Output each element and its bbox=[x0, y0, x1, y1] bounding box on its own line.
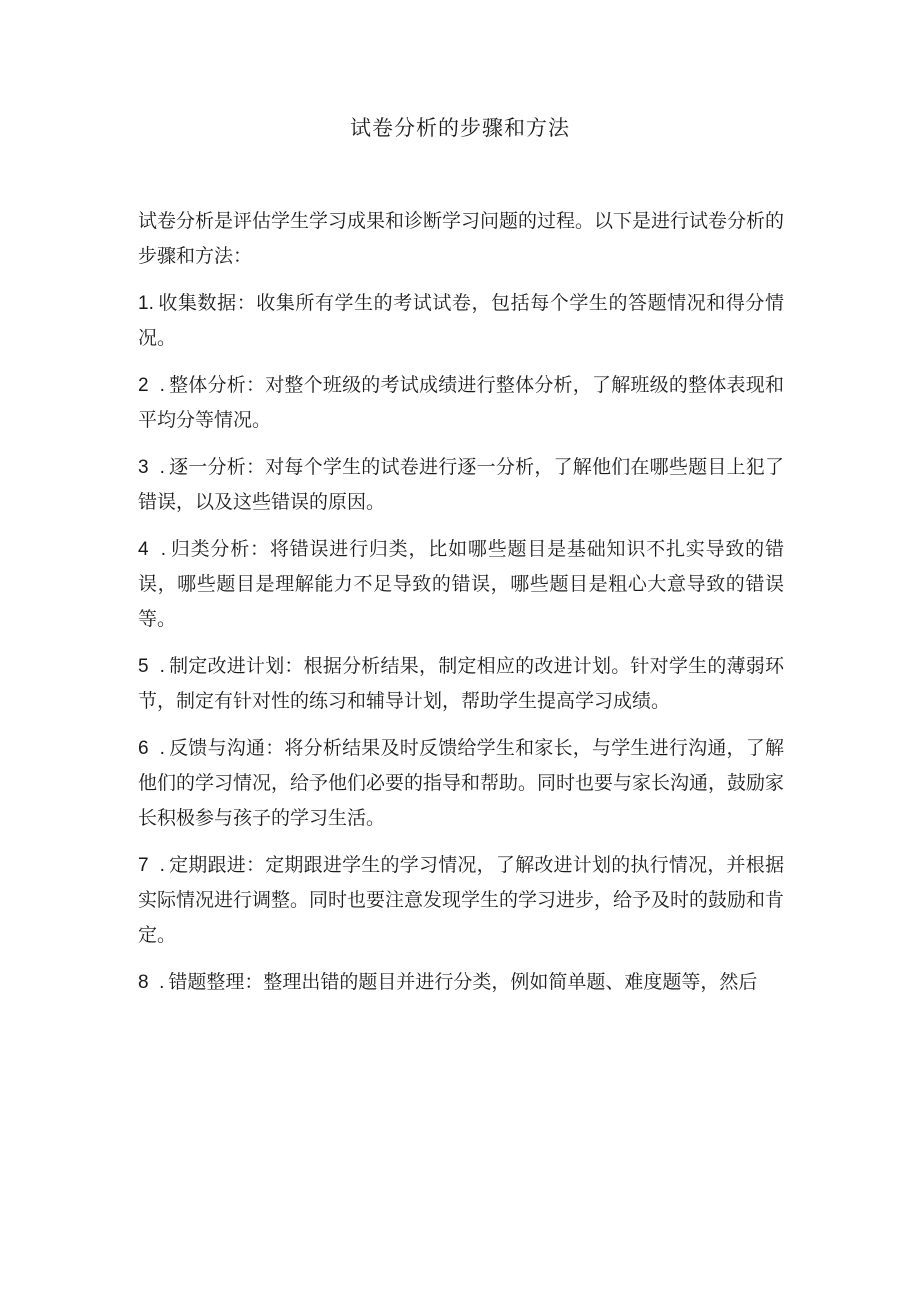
step-number: 3 . bbox=[138, 457, 165, 478]
step-text: 归类分析：将错误进行归类，比如哪些题目是基础知识不扎实导致的错误，哪些题目是理解能力不足导致的错误，哪些题目是粗心大意导致的错误等。 bbox=[138, 538, 784, 630]
step-text: 定期跟进：定期跟进学生的学习情况，了解改进计划的执行情况，并根据实际情况进行调整。同时也要注意发现学生的学习进步，给予及时的鼓励和肯定。 bbox=[138, 854, 785, 946]
step-3 bbox=[138, 450, 784, 520]
step-text: 收集数据：收集所有学生的考试试卷，包括每个学生的答题情况和得分情况。 bbox=[138, 292, 784, 349]
intro-paragraph: 试卷分析是评估学生学习成果和诊断学习问题的过程。以下是进行试卷分析的步骤和方法： bbox=[138, 210, 785, 267]
step-7 bbox=[138, 848, 784, 953]
step-2 bbox=[138, 368, 784, 438]
step-text: 制定改进计划：根据分析结果，制定相应的改进计划。针对学生的薄弱环节，制定有针对性的练习和辅导计划，帮助学生提高学习成绩。 bbox=[138, 655, 784, 712]
step-number: 5 . bbox=[138, 656, 165, 677]
step-number: 1. bbox=[138, 293, 154, 314]
step-number: 6 . bbox=[138, 738, 165, 759]
step-1 bbox=[138, 286, 784, 356]
step-5 bbox=[138, 649, 784, 719]
document-body bbox=[138, 204, 784, 1012]
step-text: 整体分析：对整个班级的考试成绩进行整体分析，了解班级的整体表现和平均分等情况。 bbox=[138, 374, 784, 431]
step-text: 反馈与沟通：将分析结果及时反馈给学生和家长，与学生进行沟通，了解他们的学习情况，给予他们必要的指导和帮助。同时也要与家长沟通，鼓励家长积极参与孩子的学习生活。 bbox=[138, 737, 785, 829]
step-4 bbox=[138, 532, 784, 637]
step-text: 错题整理：整理出错的题目并进行分类，例如简单题、难度题等，然后 bbox=[168, 971, 758, 993]
document-title: 试卷分析的步骤和方法 bbox=[350, 116, 570, 140]
step-6 bbox=[138, 731, 784, 836]
step-number: 7 . bbox=[138, 855, 165, 876]
step-number: 4 . bbox=[138, 539, 167, 560]
step-number: 2 . bbox=[138, 375, 165, 396]
step-8 bbox=[138, 965, 784, 1000]
step-text: 逐一分析：对每个学生的试卷进行逐一分析，了解他们在哪些题目上犯了错误，以及这些错误的原因。 bbox=[138, 456, 784, 513]
step-number: 8 . bbox=[138, 972, 165, 993]
